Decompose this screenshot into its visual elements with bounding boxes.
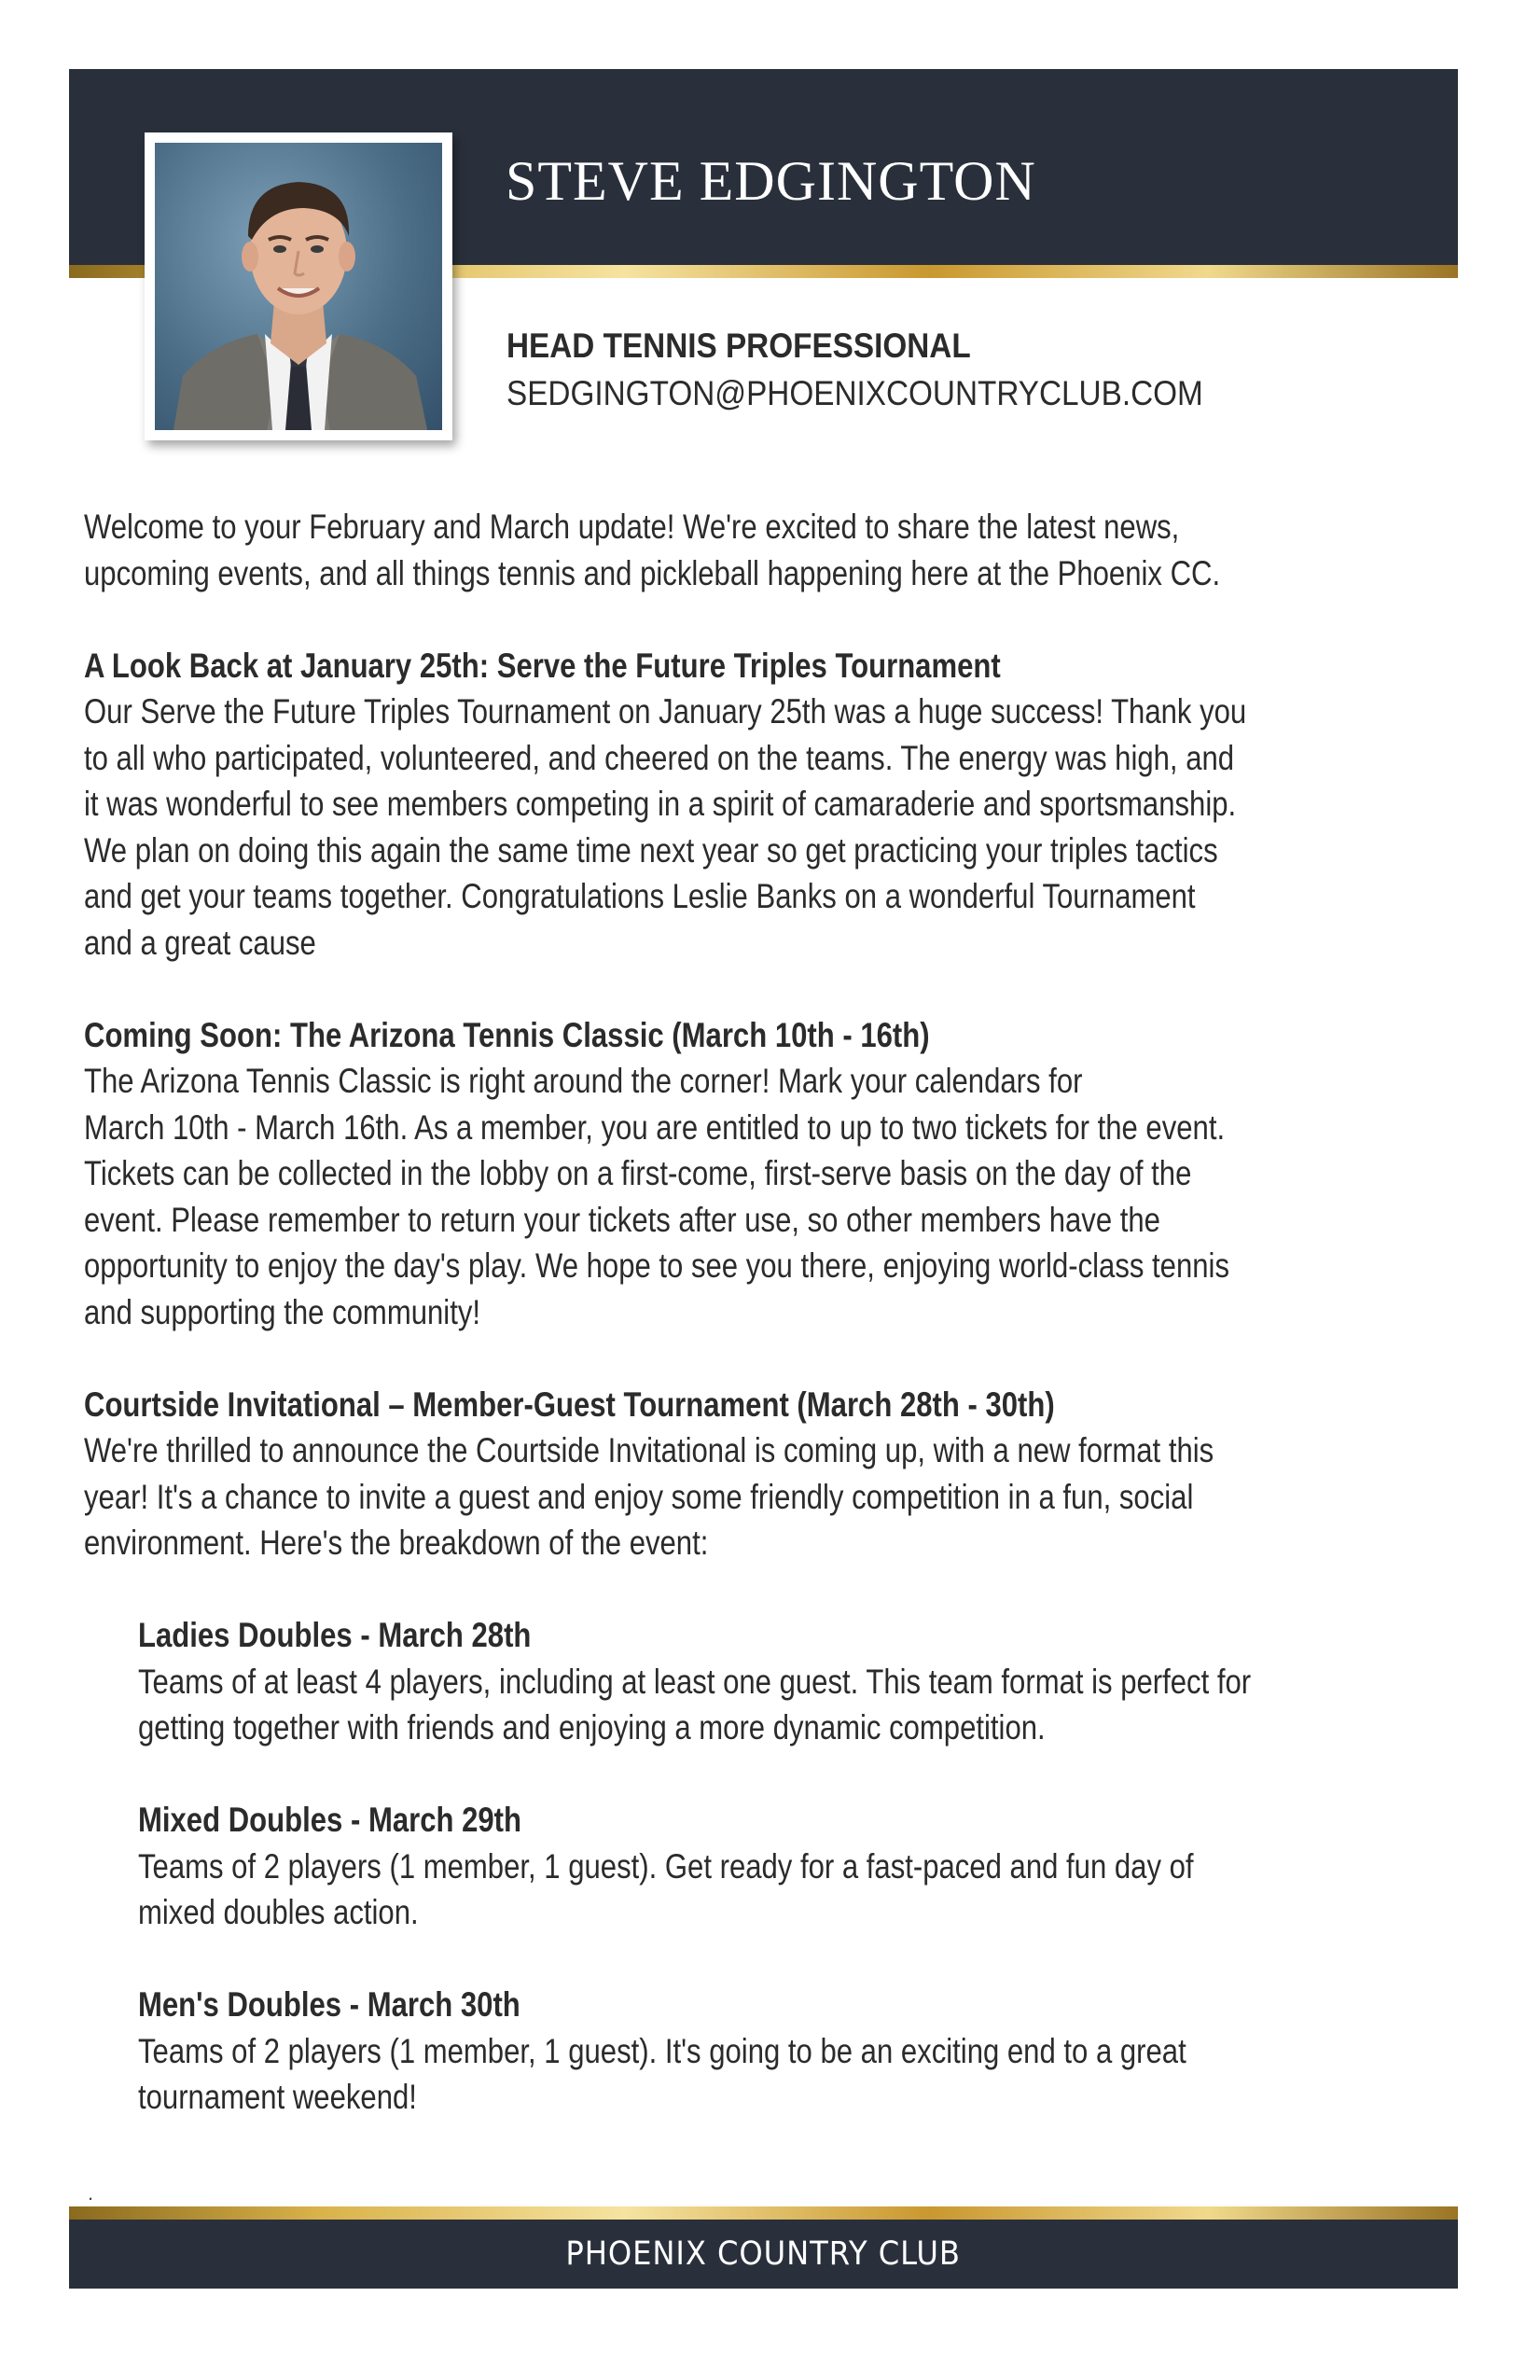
section-line: environment. Here's the breakdown of the event: bbox=[84, 1524, 709, 1562]
section-heading: Courtside Invitational – Member-Guest Tournament (March 28th - 30th) bbox=[84, 1385, 1055, 1424]
intro-line: Welcome to your February and March update! We're excited to share the latest news, bbox=[84, 508, 1180, 546]
portrait-illustration bbox=[155, 143, 442, 430]
profile-email[interactable]: SEDGINGTON@PHOENIXCOUNTRYCLUB.COM bbox=[506, 374, 1203, 412]
section-line: and supporting the community! bbox=[84, 1292, 481, 1331]
section-line: and a great cause bbox=[84, 923, 316, 962]
profile-photo-frame bbox=[145, 132, 452, 440]
section-look-back bbox=[84, 643, 1474, 967]
event-line: Teams of 2 players (1 member, 1 guest). Get ready for a fast-paced and fun day of bbox=[138, 1846, 1194, 1886]
footer-club-name: PHOENIX COUNTRY CLUB bbox=[565, 2235, 962, 2273]
section-line: and get your teams together. Congratulations Leslie Banks on a wonderful Tournament bbox=[84, 877, 1196, 915]
section-heading: A Look Back at January 25th: Serve the Future Triples Tournament bbox=[84, 646, 1001, 685]
profile-title: HEAD TENNIS PROFESSIONAL bbox=[506, 327, 971, 365]
section-courtside-invitational bbox=[84, 1382, 1474, 2121]
section-line: it was wonderful to see members competing in a spirit of camaraderie and sportsmanship. bbox=[84, 785, 1237, 823]
section-line: Tickets can be collected in the lobby on a first-come, first-serve basis on the day of the bbox=[84, 1154, 1192, 1192]
event-line: Teams of 2 players (1 member, 1 guest). It's going to be an exciting end to a great bbox=[138, 2031, 1186, 2070]
section-line: year! It's a chance to invite a guest and enjoy some friendly competition in a fun, social bbox=[84, 1477, 1194, 1516]
section-line: opportunity to enjoy the day's play. We hope to see you there, enjoying world-class tennis bbox=[84, 1246, 1229, 1285]
section-heading: Coming Soon: The Arizona Tennis Classic (March 10th - 16th) bbox=[84, 1015, 930, 1054]
stray-mark: . bbox=[88, 2181, 94, 2205]
section-line: to all who participated, volunteered, and cheered on the teams. The energy was high, and bbox=[84, 738, 1235, 777]
profile-photo bbox=[155, 143, 442, 430]
intro-line: upcoming events, and all things tennis and pickleball happening here at the Phoenix CC. bbox=[84, 553, 1221, 592]
profile-name: STEVE EDGINGTON bbox=[506, 150, 1036, 212]
event-line: mixed doubles action. bbox=[138, 1893, 419, 1931]
event-line: tournament weekend! bbox=[138, 2078, 417, 2116]
newsletter-body bbox=[84, 504, 1474, 2121]
section-line: Our Serve the Future Triples Tournament on January 25th was a huge success! Thank you bbox=[84, 692, 1247, 731]
event-heading: Men's Doubles - March 30th bbox=[138, 1985, 520, 2024]
section-line: We plan on doing this again the same time next year so get practicing your triples tactics bbox=[84, 830, 1218, 870]
event-heading: Mixed Doubles - March 29th bbox=[138, 1801, 522, 1839]
section-line: March 10th - March 16th. As a member, you are entitled to up to two tickets for the event. bbox=[84, 1107, 1226, 1147]
event-mens-doubles bbox=[84, 1982, 1474, 2121]
event-line: getting together with friends and enjoying a more dynamic competition. bbox=[138, 1708, 1046, 1747]
section-line: The Arizona Tennis Classic is right around the corner! Mark your calendars for bbox=[84, 1062, 1083, 1100]
section-line: We're thrilled to announce the Courtside Invitational is coming up, with a new format this bbox=[84, 1431, 1214, 1469]
event-mixed-doubles bbox=[84, 1797, 1474, 1936]
event-ladies-doubles bbox=[84, 1612, 1474, 1751]
event-heading: Ladies Doubles - March 28th bbox=[138, 1616, 532, 1654]
footer-band bbox=[69, 2220, 1458, 2289]
intro-paragraph bbox=[84, 504, 1474, 596]
section-coming-soon bbox=[84, 1012, 1474, 1336]
section-line: event. Please remember to return your tickets after use, so other members have the bbox=[84, 1200, 1160, 1239]
gold-divider-bottom bbox=[69, 2206, 1458, 2220]
event-line: Teams of at least 4 players, including at least one guest. This team format is perfect for bbox=[138, 1662, 1252, 1701]
